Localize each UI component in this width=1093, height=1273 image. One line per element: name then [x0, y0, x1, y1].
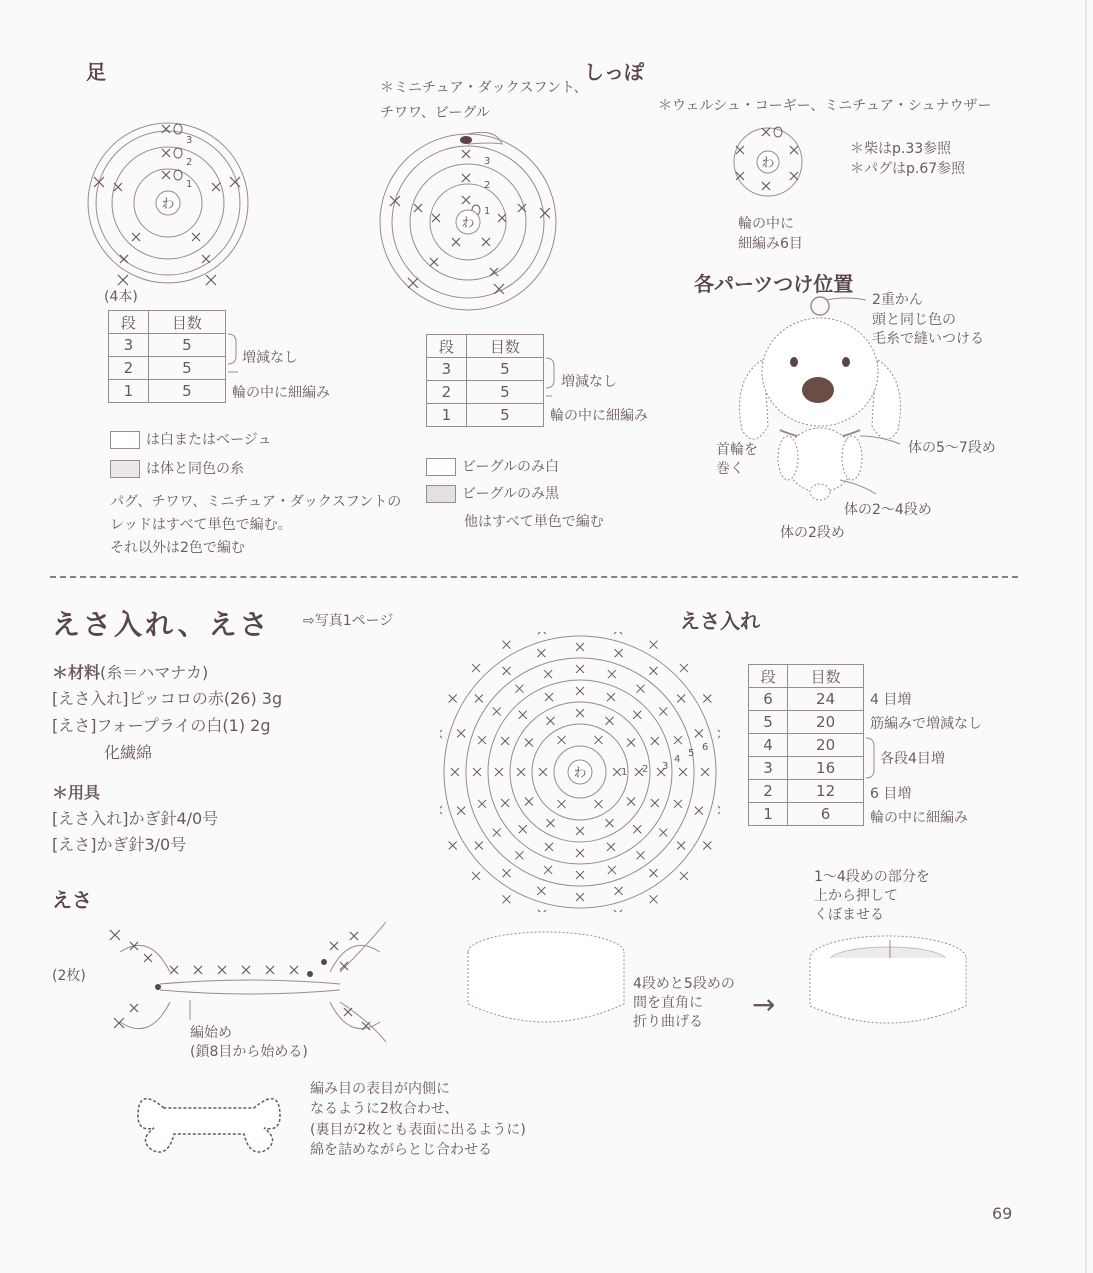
parts-label-collar-1: 首輪を	[716, 442, 758, 458]
tail-small-note-2: 細編み6目	[738, 236, 803, 252]
bowl-table	[748, 664, 864, 826]
food-start-note-1: 編始め	[190, 1025, 232, 1041]
bowl-chart-row-6: 6	[702, 742, 709, 753]
stitch-mark	[493, 707, 501, 715]
materials-3: 化繊綿	[104, 743, 153, 762]
parts-title: 各パーツつけ位置	[694, 272, 854, 296]
table-row: 1 5	[109, 380, 226, 403]
swatch-black	[426, 485, 456, 503]
food-start-note-2: (鎖8目から始める)	[190, 1044, 308, 1060]
table-header: 段	[749, 665, 788, 688]
stitch-mark	[607, 693, 615, 701]
stitch-mark	[525, 798, 533, 806]
tools-heading: ＊用具	[52, 783, 101, 802]
materials-heading: ＊材料(糸＝ハマナカ)	[52, 663, 209, 682]
swatch-white	[110, 431, 140, 449]
bowl-note-row6: 4 目増	[870, 692, 912, 708]
stitch-mark	[544, 670, 552, 678]
food-assembly-1: 編み目の表目が内側に	[310, 1081, 450, 1097]
stitch-mark	[475, 695, 483, 703]
foot-note-no-change: 増減なし	[242, 350, 298, 366]
stitch-mark	[595, 736, 603, 744]
stitch-mark	[615, 649, 623, 657]
stitch-mark	[503, 869, 511, 877]
section-divider	[50, 576, 1018, 578]
stitch-mark	[615, 887, 623, 895]
stitch-mark	[695, 807, 703, 815]
bowl-note-row1: 輪の中に細編み	[870, 810, 968, 826]
table-row: 3 16	[749, 757, 864, 780]
table-header: 段	[427, 335, 467, 358]
stitch-mark	[649, 869, 657, 877]
stitch-mark	[606, 819, 614, 827]
foot-table	[108, 310, 226, 403]
bottom-title: えさ入れ、えさ	[52, 608, 271, 641]
tail-variant-a-2: チワワ、ビーグル	[380, 105, 490, 121]
parts-label-ring-3: 毛糸で縫いつける	[872, 331, 984, 347]
stitch-mark	[472, 872, 480, 880]
stitch-mark	[659, 707, 667, 715]
stitch-mark	[545, 843, 553, 851]
parts-label-body24: 体の2〜4段め	[844, 502, 932, 518]
stitch-mark	[677, 841, 685, 849]
stitch-mark	[607, 843, 615, 851]
bowl-chart-center: わ	[573, 766, 587, 781]
stitch-mark	[440, 806, 442, 814]
stitch-mark	[576, 893, 584, 901]
stitch-mark	[649, 667, 657, 675]
page-number: 69	[992, 1204, 1013, 1223]
table-header: 段	[109, 311, 149, 334]
stitch-mark	[478, 736, 486, 744]
stitch-mark	[547, 819, 555, 827]
bowl-note-row5: 筋編みで増減なし	[870, 716, 982, 732]
tail-legend-1: ビーグルのみ白	[426, 455, 559, 479]
stitch-mark	[701, 768, 709, 776]
stitch-mark	[451, 768, 459, 776]
table-row: 2 5	[427, 381, 544, 404]
table-header: 目数	[148, 311, 225, 334]
bone-illustration	[126, 1074, 296, 1160]
tools-1: [えさ入れ]かぎ針4/0号	[52, 809, 219, 828]
table-row: 6 24	[749, 688, 864, 711]
tail-legend-note: 他はすべて単色で編む	[464, 514, 604, 530]
tail-variant-b: ＊ウェルシュ・コーギー、ミニチュア・シュナウザー	[658, 98, 992, 114]
stitch-mark	[608, 866, 616, 874]
swatch-body	[110, 460, 140, 478]
tail-chart-row-3: 3	[484, 156, 491, 167]
page-edge	[1085, 0, 1087, 1273]
stitch-mark	[503, 667, 511, 675]
stitch-mark	[608, 670, 616, 678]
table-row: 5 20	[749, 711, 864, 734]
stitch-mark	[576, 643, 584, 651]
tail-note-no-change: 増減なし	[561, 374, 617, 390]
stitch-mark	[650, 641, 658, 649]
foot-legend-2: は体と同色の糸	[110, 457, 244, 481]
table-header-row	[109, 311, 226, 334]
table-row: 2 5	[109, 357, 226, 380]
stitch-mark	[515, 851, 523, 859]
stitch-mark	[703, 842, 711, 850]
stitch-mark	[606, 717, 614, 725]
tail-title: しっぽ	[584, 60, 644, 84]
table-header: 目数	[788, 665, 864, 688]
bowl-press-note-2: 上から押して	[814, 888, 898, 904]
stitch-mark	[614, 632, 622, 634]
table-row: 3 5	[427, 358, 544, 381]
materials-1: [えさ入れ]ピッコロの赤(26) 3g	[52, 689, 283, 708]
stitch-mark	[517, 768, 525, 776]
stitch-mark	[440, 730, 442, 738]
arrow-right-icon: →	[752, 988, 776, 1021]
stitch-mark	[651, 799, 659, 807]
stitch-mark	[613, 768, 621, 776]
stitch-mark	[718, 730, 720, 738]
stitch-mark	[525, 739, 533, 747]
stitch-mark	[576, 827, 584, 835]
stitch-mark	[659, 829, 667, 837]
tail-table	[426, 334, 544, 427]
tail-chart-center: わ	[461, 216, 475, 231]
tail-note-ring: 輪の中に細編み	[550, 408, 648, 424]
table-header-row	[749, 665, 864, 688]
stitch-mark	[558, 736, 566, 744]
food-count: (2枚)	[52, 968, 86, 984]
materials-2: [えさ]フォープライの白(1) 2g	[52, 716, 271, 735]
bowl-chart-row-4: 4	[674, 754, 681, 765]
stitch-mark	[637, 851, 645, 859]
parts-label-body2: 体の2段め	[780, 525, 845, 541]
stitch-mark	[547, 717, 555, 725]
stitch-mark	[493, 829, 501, 837]
stitch-mark	[633, 825, 641, 833]
foot-legend-1: は白またはベージュ	[110, 428, 271, 452]
stitch-mark	[679, 768, 687, 776]
tail-chart-row-2: 2	[484, 180, 491, 191]
stitch-mark	[703, 695, 711, 703]
stitch-mark	[457, 729, 465, 737]
stitch-mark	[680, 872, 688, 880]
tail-small-chart-center: わ	[761, 156, 775, 171]
foot-chart-row-2: 2	[186, 157, 193, 168]
stitch-mark	[537, 649, 545, 657]
food-title: えさ	[52, 888, 92, 912]
table-row: 4 20	[749, 734, 864, 757]
bowl-press-note-1: 1〜4段めの部分を	[814, 869, 930, 885]
parts-label-collar-2: 巻く	[716, 461, 744, 477]
stitch-mark	[473, 768, 481, 776]
photo-ref: ⇨写真1ページ	[303, 613, 394, 629]
tail-small-note-1: 輪の中に	[738, 216, 794, 232]
stitch-mark	[677, 695, 685, 703]
foot-chart-center: わ	[161, 197, 175, 212]
stitch-mark	[449, 695, 457, 703]
bowl-illustration-pressed	[804, 924, 974, 1036]
stitch-mark	[478, 800, 486, 808]
table-header: 目数	[466, 335, 543, 358]
stitch-mark	[449, 842, 457, 850]
tail-chart-row-1: 1	[484, 206, 491, 217]
tail-legend-2: ビーグルのみ黒	[426, 482, 559, 506]
foot-title: 足	[86, 60, 106, 84]
food-assembly-2: なるように2枚合わせ、	[310, 1101, 459, 1117]
foot-paragraph-2: レッドはすべて単色で編む。	[110, 517, 292, 533]
food-assembly-3: (裏目が2枚とも表面に出るように)	[310, 1122, 526, 1138]
table-row: 3 5	[109, 334, 226, 357]
stitch-mark	[576, 849, 584, 857]
stitch-mark	[637, 685, 645, 693]
food-assembly-4: 綿を詰めながらとじ合わせる	[310, 1142, 492, 1158]
parts-label-body57: 体の5〜7段め	[908, 440, 996, 456]
bowl-chart-row-1: 1	[621, 767, 628, 778]
stitch-mark	[576, 665, 584, 673]
stitch-mark	[680, 664, 688, 672]
stitch-mark	[695, 729, 703, 737]
stitch-mark	[576, 871, 584, 879]
stitch-mark	[558, 800, 566, 808]
stitch-mark	[650, 895, 658, 903]
stitch-mark	[539, 768, 547, 776]
stitch-mark	[503, 895, 511, 903]
foot-count-note: (4本)	[104, 289, 138, 305]
tail-ref-shiba: ＊柴はp.33参照	[850, 141, 952, 157]
table-header-row	[427, 335, 544, 358]
stitch-mark	[633, 711, 641, 719]
stitch-mark	[495, 768, 503, 776]
stitch-mark	[519, 825, 527, 833]
bowl-chart-row-3: 3	[662, 761, 669, 772]
bowl-press-note-3: くぼませる	[814, 907, 884, 923]
tail-stitch-chart	[372, 122, 572, 312]
bowl-fold-note-2: 間を直角に	[633, 995, 703, 1011]
stitch-mark	[538, 910, 546, 912]
table-row: 2 12	[749, 780, 864, 803]
bowl-chart-row-5: 5	[688, 748, 695, 759]
stitch-mark	[515, 685, 523, 693]
stitch-mark	[651, 737, 659, 745]
stitch-mark	[537, 887, 545, 895]
bowl-fold-note-3: 折り曲げる	[633, 1014, 703, 1030]
bowl-fold-note-1: 4段めと5段めの	[633, 976, 735, 992]
food-stitch-chart	[100, 912, 400, 1042]
bowl-chart-row-2: 2	[642, 764, 649, 775]
foot-chart-row-3: 3	[186, 135, 193, 146]
swatch-white	[426, 458, 456, 476]
tail-variant-a-1: ＊ミニチュア・ダックスフント、	[380, 80, 588, 96]
stitch-mark	[674, 736, 682, 744]
stitch-mark	[538, 632, 546, 634]
stitch-mark	[503, 641, 511, 649]
foot-stitch-chart	[80, 115, 260, 295]
foot-chart-row-1: 1	[186, 179, 193, 190]
tail-ref-pug: ＊パグはp.67参照	[850, 161, 966, 177]
stitch-mark	[501, 799, 509, 807]
foot-note-ring: 輪の中に細編み	[232, 385, 330, 401]
stitch-mark	[627, 798, 635, 806]
stitch-mark	[475, 841, 483, 849]
stitch-mark	[501, 737, 509, 745]
parts-label-ring-1: 2重かん	[872, 292, 923, 308]
foot-paragraph-3: それ以外は2色で編む	[110, 540, 245, 556]
stitch-mark	[545, 693, 553, 701]
table-row: 1 6	[749, 803, 864, 826]
stitch-mark	[614, 910, 622, 912]
stitch-mark	[718, 806, 720, 814]
stitch-mark	[576, 709, 584, 717]
stitch-mark	[627, 739, 635, 747]
stitch-mark	[472, 664, 480, 672]
bowl-illustration-flat	[462, 924, 632, 1036]
tail-small-chart	[728, 122, 808, 202]
stitch-mark	[595, 800, 603, 808]
table-row: 1 5	[427, 404, 544, 427]
foot-paragraph-1: パグ、チワワ、ミニチュア・ダックスフントの	[110, 494, 402, 510]
tools-2: [えさ]かぎ針3/0号	[52, 835, 187, 854]
stitch-mark	[519, 711, 527, 719]
bowl-note-row2: 6 目増	[870, 786, 912, 802]
stitch-mark	[457, 807, 465, 815]
bowl-title: えさ入れ	[680, 609, 760, 633]
parts-label-ring-2: 頭と同じ色の	[872, 312, 956, 328]
stitch-mark	[544, 866, 552, 874]
stitch-mark	[674, 800, 682, 808]
bowl-note-rows43: 各段4目増	[880, 751, 945, 767]
bowl-stitch-chart	[440, 632, 720, 912]
stitch-mark	[576, 687, 584, 695]
